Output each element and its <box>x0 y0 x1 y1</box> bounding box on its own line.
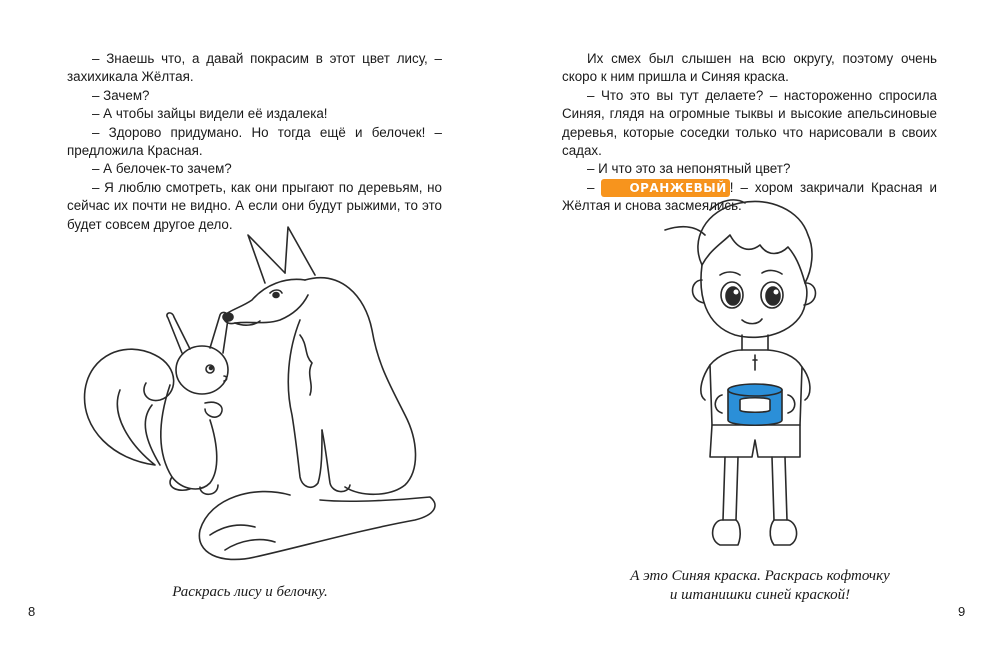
paragraph-rest: ! – хором закричали Красная и Жёлтая и снова засмеялись. <box>562 179 937 214</box>
paragraph: – Что это вы тут делаете? – настороженно спросила Синяя, глядя на огромные тыквы и высокие апельсиновые деревья, которые соседки только что нарисовали в своих садах. <box>562 87 937 159</box>
fox-and-squirrel-illustration <box>60 215 450 580</box>
paragraph: – И что это за непонятный цвет? <box>587 161 791 177</box>
fox-ear-left <box>248 235 285 283</box>
fox-chest-fur <box>300 335 312 395</box>
boy-arm-right <box>802 367 810 400</box>
right-caption <box>580 567 940 605</box>
squirrel-head <box>176 346 228 394</box>
paragraph: – Здорово придумано. Но тогда ещё и белочек! – предложила Красная. <box>67 124 442 159</box>
left-page-text <box>67 50 442 234</box>
boy-hair <box>665 200 812 283</box>
squirrel-tail <box>85 349 174 465</box>
page-number: 9 <box>958 604 966 619</box>
paragraph: Их смех был слышен на всю округу, поэтому очень скоро к ним пришла и Синяя краска. <box>562 51 937 85</box>
orange-word-highlight: ОРАНЖЕВЫЙ <box>601 179 729 197</box>
boy-with-blue-paint-illustration <box>650 195 850 560</box>
right-caption-line-1: А это Синяя краска. Раскрась кофточку <box>630 568 890 584</box>
squirrel-body <box>161 385 217 489</box>
boy-legs <box>723 457 787 520</box>
squirrel-ear-left <box>167 313 190 353</box>
fox-ear-right <box>285 227 315 275</box>
boy-eyebrows <box>720 270 782 275</box>
paragraph: – Знаешь что, а давай покрасим в этот цвет лису, – захихикала Жёлтая. <box>67 51 442 85</box>
boy-shoe-right <box>770 520 796 545</box>
boy-mouth <box>742 319 762 324</box>
right-page-text <box>562 50 937 216</box>
left-caption: Раскрась лису и белочку. <box>172 584 328 600</box>
boy-face <box>701 265 807 337</box>
paragraph: – А белочек-то зачем? <box>92 161 232 177</box>
squirrel-nose <box>224 376 227 381</box>
fox-head <box>224 279 308 323</box>
right-caption-line-2: и штанишки синей краской! <box>669 587 851 603</box>
fox-tail <box>199 492 435 560</box>
boy-shorts <box>710 425 800 457</box>
paragraph: – Зачем? <box>92 87 150 103</box>
paragraph: – А чтобы зайцы видели её издалека! <box>92 106 328 122</box>
paragraph: – Я люблю смотреть, как они прыгают по деревьям, но сейчас их почти не видно. А если они будут рыжими, то это будет совсем другое дело. <box>67 179 442 232</box>
fox-nose <box>223 313 233 321</box>
dash: – <box>587 179 602 195</box>
boy-shoe-left <box>713 520 741 545</box>
boy-arm-left <box>701 365 710 400</box>
squirrel-feet <box>170 477 218 494</box>
squirrel-paws <box>205 402 222 417</box>
page-number: 8 <box>28 604 36 619</box>
right-page <box>500 0 1000 650</box>
fox-front-leg <box>322 430 350 492</box>
